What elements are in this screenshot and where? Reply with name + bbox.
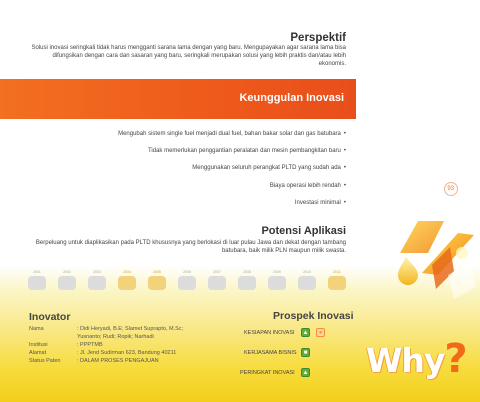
inovator-value: : Jl. Jend Sudirman 623, Bandung 40211 <box>77 350 177 356</box>
keunggulan-item <box>46 182 346 190</box>
inovator-title: Inovator <box>29 311 71 323</box>
keunggulan-item-text: Tidak memerlukan penggantian peralatan dan mesin pembangkitan baru <box>147 148 341 155</box>
product-thumbnail-icon <box>208 276 226 290</box>
prospek-label: KERJASAMA BISNIS <box>244 350 297 356</box>
bullet-icon: • <box>343 165 346 172</box>
potensi-title: Potensi Aplikasi <box>261 225 346 237</box>
inovator-key: Status Paten <box>29 358 61 364</box>
timeline-year: 2006 <box>183 270 191 274</box>
keunggulan-band <box>0 79 356 119</box>
keunggulan-item <box>46 199 346 207</box>
inovator-row <box>29 334 154 341</box>
keunggulan-item <box>46 147 346 155</box>
product-thumbnail-icon <box>118 276 136 290</box>
inovator-value: : DALAM PROSES PENGAJUAN <box>77 358 159 364</box>
timeline-item <box>176 270 198 294</box>
cooperation-badge-icon: ■ <box>301 348 310 357</box>
page-number: 93 <box>447 186 454 192</box>
timeline-year: 2008 <box>243 270 251 274</box>
bullet-icon: • <box>343 199 346 206</box>
perspektif-title: Perspektif <box>290 32 346 44</box>
question-mark-icon: ? <box>444 336 467 382</box>
potensi-text: Berpeluang untuk diaplikasikan pada PLTD khususnya yang berlokasi di luar pulau Jawa dan dekat dengan tambang batubara, baik milik PLN maupun milik swasta. <box>35 240 346 254</box>
timeline-item <box>326 270 348 294</box>
timeline-year: 2007 <box>213 270 221 274</box>
product-thumbnail-icon <box>148 276 166 290</box>
inovator-key: Institusi <box>29 342 48 348</box>
why-word: Why <box>366 341 445 380</box>
inovator-value: Yusnanto; Rudi; Ropik; Narhadi <box>77 334 154 340</box>
prospek-title: Prospek Inovasi <box>273 310 354 322</box>
keunggulan-item-text: Mengubah sistem single fuel menjadi dual fuel, bahan bakar solar dan gas batubara <box>118 131 341 137</box>
bullet-icon: • <box>343 131 346 137</box>
keunggulan-list <box>46 130 346 216</box>
inovator-value: : PPPTMB <box>77 342 103 348</box>
product-thumbnail-icon <box>238 276 256 290</box>
timeline-year: 2002 <box>63 270 71 274</box>
product-thumbnail-icon <box>328 276 346 290</box>
bullet-icon: • <box>343 148 346 155</box>
inovator-row <box>29 342 103 349</box>
product-thumbnail-icon <box>178 276 196 290</box>
timeline-year: 2001 <box>33 270 41 274</box>
perspektif-text: Solusi inovasi seringkali tidak harus mengganti sarana lama dengan yang baru. Mengupayakan agar sarana lama bisa difungsikan dengan cara dan sasaran yang baru, seringkali merupakan solusi yang lebih praktis dan/atau lebih ekonomis. <box>31 45 346 67</box>
readiness-badge-icon: ▲ <box>302 329 309 336</box>
inovator-row <box>29 358 159 365</box>
keunggulan-item-text: Investasi minimal <box>294 199 341 206</box>
keunggulan-item-text: Biaya operasi lebih rendah <box>269 182 341 189</box>
product-thumbnail-icon <box>28 276 46 290</box>
inovator-row <box>29 326 183 333</box>
readiness-badge-icon: ● <box>316 328 325 337</box>
prospek-label: PERINGKAT INOVASI <box>240 370 295 376</box>
timeline-item <box>86 270 108 294</box>
timeline-year: 2010 <box>303 270 311 274</box>
keunggulan-item <box>46 164 346 172</box>
keunggulan-item-text: Menggunakan seluruh perangkat PLTD yang sudah ada <box>192 165 341 172</box>
timeline-year: 2003 <box>93 270 101 274</box>
timeline-item <box>26 270 48 294</box>
product-thumbnail-icon <box>268 276 286 290</box>
timeline-item <box>206 270 228 294</box>
product-thumbnail-icon <box>298 276 316 290</box>
why-heading <box>366 336 467 382</box>
timeline-item <box>116 270 138 294</box>
product-timeline <box>26 270 356 294</box>
timeline-item <box>146 270 168 294</box>
rating-badge-icon: ▲ <box>302 369 309 376</box>
timeline-item <box>56 270 78 294</box>
keunggulan-title: Keunggulan Inovasi <box>239 92 344 104</box>
prospek-row-peringkat <box>240 370 295 376</box>
prospek-row-kesiapan <box>244 330 295 336</box>
timeline-year: 2005 <box>153 270 161 274</box>
timeline-item <box>266 270 288 294</box>
keunggulan-item <box>46 130 346 138</box>
bullet-icon: • <box>343 182 346 189</box>
timeline-item <box>236 270 258 294</box>
prospek-label: KESIAPAN INOVASI <box>244 330 295 336</box>
product-thumbnail-icon <box>88 276 106 290</box>
oil-energy-illustration <box>388 213 480 305</box>
timeline-item <box>296 270 318 294</box>
inovator-row <box>29 350 176 357</box>
inovator-value: : Didi Heryadi, B.E; Slamet Suprapto, M.Sc; <box>77 326 184 332</box>
inovator-key: Alamat <box>29 350 47 356</box>
product-thumbnail-icon <box>58 276 76 290</box>
timeline-year: 2009 <box>273 270 281 274</box>
timeline-year: 2011 <box>333 270 341 274</box>
timeline-year: 2004 <box>123 270 131 274</box>
inovator-key: Nama <box>29 326 44 332</box>
prospek-row-kerjasama <box>244 350 297 356</box>
